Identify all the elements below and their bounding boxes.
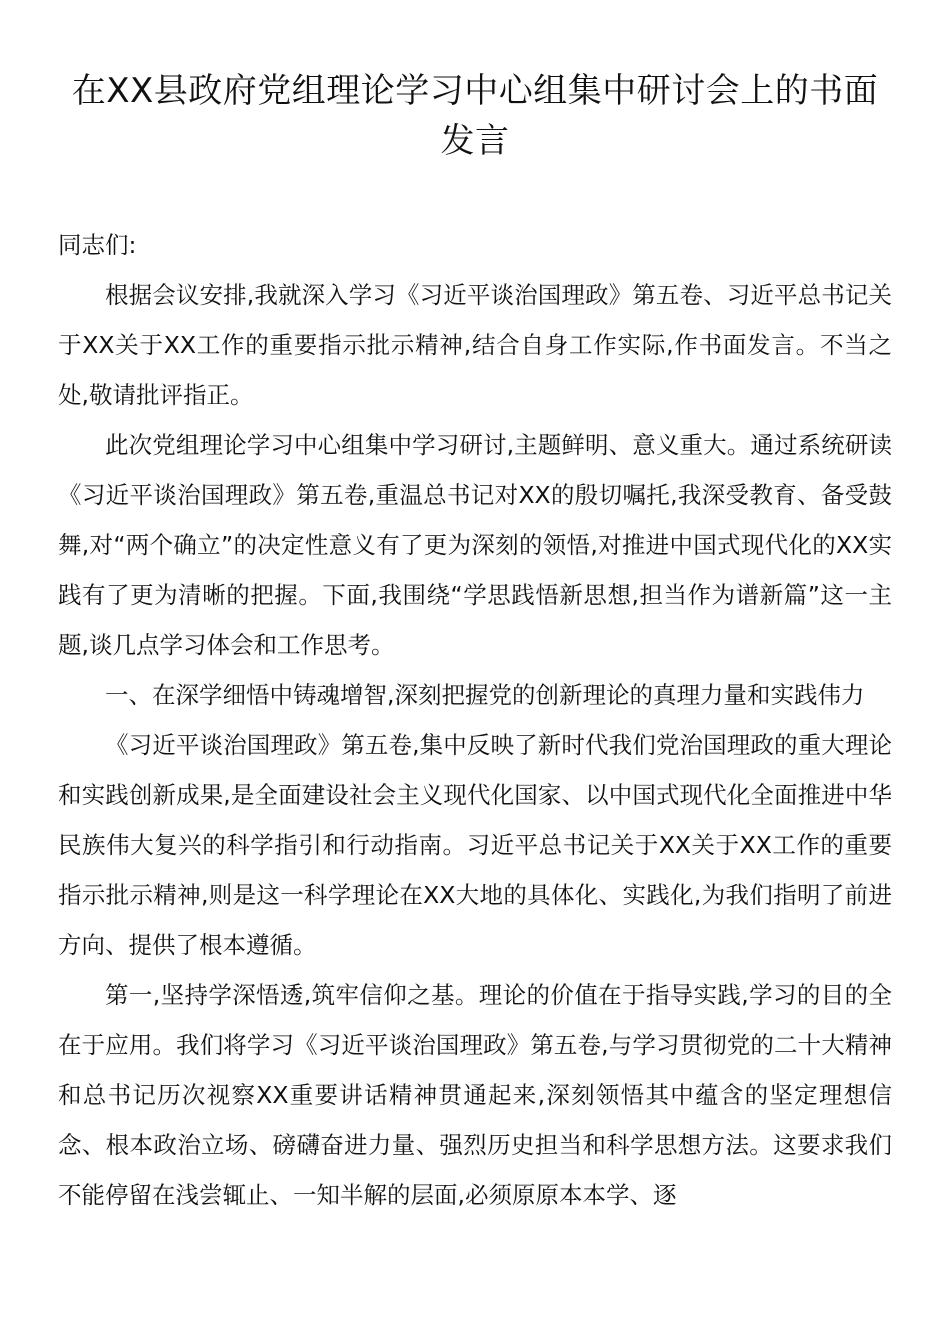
paragraph-intro: 根据会议安排,我就深入学习《习近平谈治国理政》第五卷、习近平总书记关于XX关于XX工作的重要指示批示精神,结合自身工作实际,作书面发言。不当之处,敬请批评指正。 <box>58 281 892 409</box>
paragraph-section-1: 《习近平谈治国理政》第五卷,集中反映了新时代我们党治国理政的重大理论和实践创新成果,是全面建设社会主义现代化国家、以中国式现代化全面推进中华民族伟大复兴的科学指引和行动指南。习近平总书记关于XX关于XX工作的重要指示批示精神,则是这一科学理论在XX大地的具体化、实践化,为我们指明了前进方向、提供了根本遵循。 <box>58 731 892 959</box>
document-title: 在XX县政府党组理论学习中心组集中研讨会上的书面发言 <box>71 71 879 161</box>
document-body <box>58 220 892 1220</box>
section-heading-1: 一、在深学细悟中铸魂增智,深刻把握党的创新理论的真理力量和实践伟力 <box>105 681 865 709</box>
salutation: 同志们: <box>58 231 137 259</box>
paragraph-overview: 此次党组理论学习中心组集中学习研讨,主题鲜明、意义重大。通过系统研读《习近平谈治国理政》第五卷,重温总书记对XX的殷切嘱托,我深受教育、备受鼓舞,对“两个确立”的决定性意义有了更为深刻的领悟,对推进中国式现代化的XX实践有了更为清晰的把握。下面,我围绕“学思践悟新思想,担当作为谱新篇”这一主题,谈几点学习体会和工作思考。 <box>58 431 892 659</box>
paragraph-point-1: 第一,坚持学深悟透,筑牢信仰之基。理论的价值在于指导实践,学习的目的全在于应用。我们将学习《习近平谈治国理政》第五卷,与学习贯彻党的二十大精神和总书记历次视察XX重要讲话精神贯通起来,深刻领悟其中蕴含的坚定理想信念、根本政治立场、磅礴奋进力量、强烈历史担当和科学思想方法。这要求我们不能停留在浅尝辄止、一知半解的层面,必须原原本本学、逐 <box>58 981 892 1209</box>
